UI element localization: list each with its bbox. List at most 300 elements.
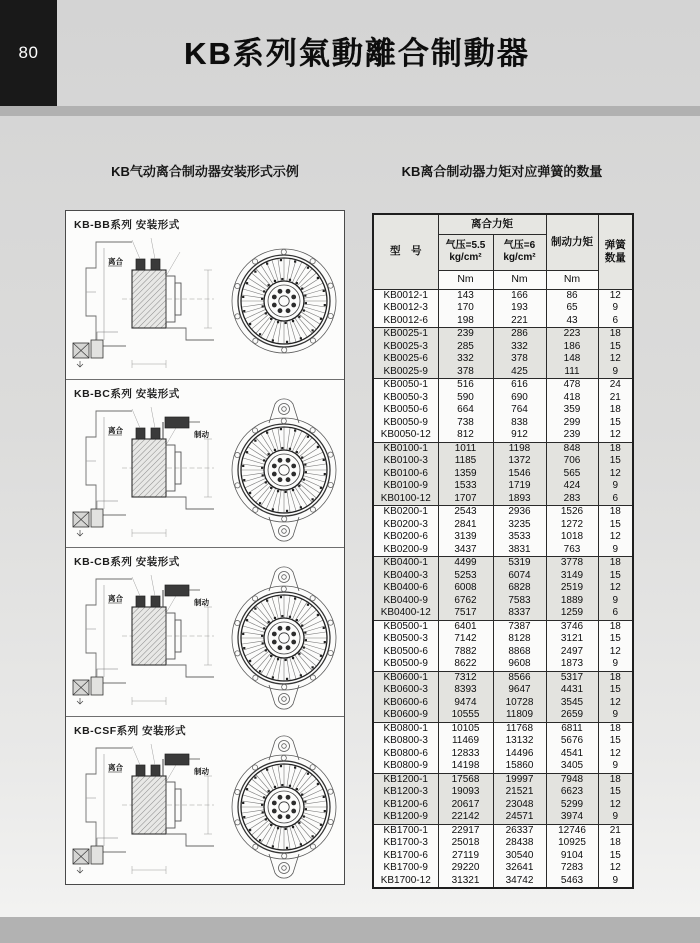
value-cell: 9 xyxy=(598,302,633,315)
model-group xyxy=(373,557,633,621)
value-cell: 1272 xyxy=(546,519,598,532)
value-cell: 43 xyxy=(546,315,598,328)
value-cell: 12 xyxy=(598,748,633,761)
table-row xyxy=(373,862,633,875)
col-header-spring-count: 弹簧 数量 xyxy=(598,214,633,289)
value-cell: 86 xyxy=(546,289,598,302)
value-cell: 20617 xyxy=(438,799,493,812)
model-cell: KB0200-1 xyxy=(373,506,438,519)
model-cell: KB0800-3 xyxy=(373,735,438,748)
value-cell: 283 xyxy=(546,493,598,506)
value-cell: 9 xyxy=(598,760,633,773)
model-cell: KB0600-3 xyxy=(373,684,438,697)
value-cell: 9 xyxy=(598,875,633,889)
model-cell: KB0200-6 xyxy=(373,531,438,544)
table-header xyxy=(373,214,633,289)
table-row xyxy=(373,811,633,824)
value-cell: 10728 xyxy=(493,697,546,710)
value-cell: 3545 xyxy=(546,697,598,710)
value-cell: 6811 xyxy=(546,722,598,735)
model-group xyxy=(373,722,633,773)
value-cell: 186 xyxy=(546,341,598,354)
front-view-drawing xyxy=(226,731,342,883)
model-cell: KB0025-1 xyxy=(373,328,438,341)
value-cell: 6 xyxy=(598,493,633,506)
value-cell: 3139 xyxy=(438,531,493,544)
value-cell: 6008 xyxy=(438,582,493,595)
clutch-annotation: 离合 xyxy=(108,425,123,435)
value-cell: 15 xyxy=(598,735,633,748)
model-cell: KB1700-3 xyxy=(373,837,438,850)
table-row xyxy=(373,366,633,379)
value-cell: 6 xyxy=(598,607,633,620)
value-cell: 1372 xyxy=(493,455,546,468)
value-cell: 299 xyxy=(546,417,598,430)
table-row xyxy=(373,633,633,646)
model-group xyxy=(373,289,633,328)
model-group xyxy=(373,506,633,557)
value-cell: 378 xyxy=(438,366,493,379)
value-cell: 9 xyxy=(598,366,633,379)
model-cell: KB0100-12 xyxy=(373,493,438,506)
drawings-section-title: KB气动离合制动器安装形式示例 xyxy=(111,164,299,179)
table-row xyxy=(373,824,633,837)
table-row xyxy=(373,493,633,506)
value-cell: 418 xyxy=(546,392,598,405)
value-cell: 3831 xyxy=(493,544,546,557)
front-view-drawing xyxy=(226,562,342,714)
value-cell: 21521 xyxy=(493,786,546,799)
value-cell: 5319 xyxy=(493,557,546,570)
value-cell: 19093 xyxy=(438,786,493,799)
value-cell: 31321 xyxy=(438,875,493,889)
table-row xyxy=(373,684,633,697)
table-section-title: KB离合制动器力矩对应弹簧的数量 xyxy=(401,164,603,179)
table-row xyxy=(373,506,633,519)
value-cell: 848 xyxy=(546,442,598,455)
model-cell: KB1200-1 xyxy=(373,773,438,786)
value-cell: 690 xyxy=(493,392,546,405)
drawing-panel-kb-cb xyxy=(66,547,344,716)
value-cell: 1011 xyxy=(438,442,493,455)
brake-annotation: 制动 xyxy=(194,766,209,776)
value-cell: 170 xyxy=(438,302,493,315)
value-cell: 2497 xyxy=(546,646,598,659)
clutch-annotation: 离合 xyxy=(108,762,123,772)
panel-label: KB-BC系列 安装形式 xyxy=(74,387,180,400)
table-row xyxy=(373,289,633,302)
table-row xyxy=(373,570,633,583)
side-view-drawing xyxy=(68,565,226,713)
col-header-pressure-6: 气压=6 kg/cm² xyxy=(493,234,546,270)
header-divider-bar xyxy=(0,106,700,116)
value-cell: 1707 xyxy=(438,493,493,506)
value-cell: 9 xyxy=(598,480,633,493)
value-cell: 6828 xyxy=(493,582,546,595)
value-cell: 193 xyxy=(493,302,546,315)
model-group xyxy=(373,328,633,379)
model-cell: KB0400-12 xyxy=(373,607,438,620)
value-cell: 664 xyxy=(438,404,493,417)
table-row xyxy=(373,379,633,392)
value-cell: 9 xyxy=(598,595,633,608)
value-cell: 3746 xyxy=(546,620,598,633)
value-cell: 18 xyxy=(598,620,633,633)
value-cell: 9104 xyxy=(546,850,598,863)
value-cell: 3149 xyxy=(546,570,598,583)
table-row xyxy=(373,620,633,633)
value-cell: 18 xyxy=(598,506,633,519)
table-row xyxy=(373,417,633,430)
value-cell: 6 xyxy=(598,315,633,328)
model-cell: KB0600-1 xyxy=(373,671,438,684)
value-cell: 1719 xyxy=(493,480,546,493)
value-cell: 3533 xyxy=(493,531,546,544)
value-cell: 12 xyxy=(598,582,633,595)
value-cell: 285 xyxy=(438,341,493,354)
value-cell: 198 xyxy=(438,315,493,328)
table-row xyxy=(373,392,633,405)
table-row xyxy=(373,582,633,595)
value-cell: 12 xyxy=(598,697,633,710)
model-group xyxy=(373,379,633,443)
value-cell: 15860 xyxy=(493,760,546,773)
model-cell: KB0012-3 xyxy=(373,302,438,315)
value-cell: 1546 xyxy=(493,468,546,481)
value-cell: 22917 xyxy=(438,824,493,837)
value-cell: 26337 xyxy=(493,824,546,837)
model-group xyxy=(373,773,633,824)
footer-bar xyxy=(0,917,700,943)
table-row xyxy=(373,468,633,481)
value-cell: 1526 xyxy=(546,506,598,519)
model-cell: KB0800-1 xyxy=(373,722,438,735)
brake-annotation: 制动 xyxy=(194,598,209,607)
value-cell: 14496 xyxy=(493,748,546,761)
value-cell: 9 xyxy=(598,544,633,557)
value-cell: 11768 xyxy=(493,722,546,735)
value-cell: 111 xyxy=(546,366,598,379)
model-cell: KB0050-3 xyxy=(373,392,438,405)
front-view-drawing xyxy=(226,394,342,546)
value-cell: 378 xyxy=(493,353,546,366)
model-cell: KB0025-3 xyxy=(373,341,438,354)
value-cell: 9 xyxy=(598,658,633,671)
value-cell: 28438 xyxy=(493,837,546,850)
value-cell: 239 xyxy=(438,328,493,341)
value-cell: 12746 xyxy=(546,824,598,837)
table-row xyxy=(373,760,633,773)
value-cell: 590 xyxy=(438,392,493,405)
value-cell: 1018 xyxy=(546,531,598,544)
unit-cell: Nm xyxy=(438,270,493,289)
value-cell: 24 xyxy=(598,379,633,392)
value-cell: 15 xyxy=(598,519,633,532)
model-cell: KB0400-1 xyxy=(373,557,438,570)
value-cell: 2936 xyxy=(493,506,546,519)
model-cell: KB0600-6 xyxy=(373,697,438,710)
model-cell: KB0100-6 xyxy=(373,468,438,481)
model-cell: KB1700-6 xyxy=(373,850,438,863)
value-cell: 812 xyxy=(438,429,493,442)
value-cell: 15 xyxy=(598,455,633,468)
table-row xyxy=(373,429,633,442)
value-cell: 2519 xyxy=(546,582,598,595)
value-cell: 21 xyxy=(598,824,633,837)
model-cell: KB1200-6 xyxy=(373,799,438,812)
model-cell: KB0500-6 xyxy=(373,646,438,659)
model-cell: KB1700-9 xyxy=(373,862,438,875)
value-cell: 34742 xyxy=(493,875,546,889)
value-cell: 8868 xyxy=(493,646,546,659)
value-cell: 4541 xyxy=(546,748,598,761)
value-cell: 29220 xyxy=(438,862,493,875)
table-row xyxy=(373,671,633,684)
value-cell: 7583 xyxy=(493,595,546,608)
value-cell: 18 xyxy=(598,671,633,684)
value-cell: 7312 xyxy=(438,671,493,684)
value-cell: 65 xyxy=(546,302,598,315)
model-cell: KB0012-6 xyxy=(373,315,438,328)
value-cell: 3437 xyxy=(438,544,493,557)
value-cell: 1873 xyxy=(546,658,598,671)
value-cell: 32641 xyxy=(493,862,546,875)
brake-annotation: 制动 xyxy=(194,429,209,439)
value-cell: 166 xyxy=(493,289,546,302)
value-cell: 1259 xyxy=(546,607,598,620)
value-cell: 27119 xyxy=(438,850,493,863)
value-cell: 706 xyxy=(546,455,598,468)
value-cell: 11469 xyxy=(438,735,493,748)
value-cell: 18 xyxy=(598,837,633,850)
value-cell: 6623 xyxy=(546,786,598,799)
table-row xyxy=(373,480,633,493)
value-cell: 8337 xyxy=(493,607,546,620)
page-number-block xyxy=(0,0,57,106)
value-cell: 11809 xyxy=(493,709,546,722)
table-row xyxy=(373,799,633,812)
value-cell: 838 xyxy=(493,417,546,430)
value-cell: 7387 xyxy=(493,620,546,633)
drawing-panel-kb-bb xyxy=(66,211,344,379)
model-cell: KB0100-9 xyxy=(373,480,438,493)
front-view-drawing xyxy=(226,225,342,377)
value-cell: 6074 xyxy=(493,570,546,583)
value-cell: 24571 xyxy=(493,811,546,824)
value-cell: 1198 xyxy=(493,442,546,455)
unit-cell: Nm xyxy=(493,270,546,289)
table-row xyxy=(373,850,633,863)
value-cell: 359 xyxy=(546,404,598,417)
side-view-drawing xyxy=(68,228,226,376)
value-cell: 478 xyxy=(546,379,598,392)
panel-label: KB-CSF系列 安装形式 xyxy=(74,724,187,737)
table-row xyxy=(373,875,633,889)
value-cell: 7882 xyxy=(438,646,493,659)
value-cell: 30540 xyxy=(493,850,546,863)
value-cell: 764 xyxy=(493,404,546,417)
value-cell: 12 xyxy=(598,468,633,481)
table-row xyxy=(373,735,633,748)
model-group xyxy=(373,620,633,671)
value-cell: 9474 xyxy=(438,697,493,710)
value-cell: 1889 xyxy=(546,595,598,608)
value-cell: 5317 xyxy=(546,671,598,684)
model-cell: KB0800-6 xyxy=(373,748,438,761)
model-cell: KB1700-12 xyxy=(373,875,438,889)
value-cell: 763 xyxy=(546,544,598,557)
value-cell: 4499 xyxy=(438,557,493,570)
table-row xyxy=(373,837,633,850)
model-cell: KB0050-6 xyxy=(373,404,438,417)
value-cell: 15 xyxy=(598,417,633,430)
panel-label: KB-CB系列 安装形式 xyxy=(74,556,180,568)
model-cell: KB0500-1 xyxy=(373,620,438,633)
model-group xyxy=(373,442,633,506)
value-cell: 3121 xyxy=(546,633,598,646)
col-header-brake-torque: 制动力矩 xyxy=(546,214,598,270)
model-cell: KB0025-6 xyxy=(373,353,438,366)
value-cell: 12 xyxy=(598,353,633,366)
table-row xyxy=(373,353,633,366)
value-cell: 12 xyxy=(598,429,633,442)
value-cell: 10925 xyxy=(546,837,598,850)
value-cell: 143 xyxy=(438,289,493,302)
table-row xyxy=(373,442,633,455)
value-cell: 5676 xyxy=(546,735,598,748)
value-cell: 4431 xyxy=(546,684,598,697)
col-header-clutch-torque-group: 离合力矩 xyxy=(438,214,546,234)
model-group xyxy=(373,824,633,888)
value-cell: 3974 xyxy=(546,811,598,824)
value-cell: 3778 xyxy=(546,557,598,570)
model-group xyxy=(373,671,633,722)
value-cell: 286 xyxy=(493,328,546,341)
value-cell: 22142 xyxy=(438,811,493,824)
unit-cell: Nm xyxy=(546,270,598,289)
value-cell: 3235 xyxy=(493,519,546,532)
table-row xyxy=(373,786,633,799)
col-header-pressure-5-5: 气压=5.5 kg/cm² xyxy=(438,234,493,270)
value-cell: 1533 xyxy=(438,480,493,493)
value-cell: 8393 xyxy=(438,684,493,697)
model-cell: KB0800-9 xyxy=(373,760,438,773)
value-cell: 1359 xyxy=(438,468,493,481)
value-cell: 516 xyxy=(438,379,493,392)
value-cell: 18 xyxy=(598,773,633,786)
value-cell: 616 xyxy=(493,379,546,392)
value-cell: 7142 xyxy=(438,633,493,646)
value-cell: 9608 xyxy=(493,658,546,671)
clutch-annotation: 离合 xyxy=(108,257,123,266)
value-cell: 239 xyxy=(546,429,598,442)
torque-spring-table xyxy=(372,213,634,889)
value-cell: 12 xyxy=(598,862,633,875)
clutch-annotation: 离合 xyxy=(108,594,123,603)
value-cell: 332 xyxy=(438,353,493,366)
table-row xyxy=(373,748,633,761)
table-row xyxy=(373,658,633,671)
value-cell: 2659 xyxy=(546,709,598,722)
model-cell: KB0500-3 xyxy=(373,633,438,646)
value-cell: 12 xyxy=(598,289,633,302)
value-cell: 9 xyxy=(598,811,633,824)
value-cell: 221 xyxy=(493,315,546,328)
col-header-model: 型 号 xyxy=(373,214,438,289)
value-cell: 5299 xyxy=(546,799,598,812)
table-row xyxy=(373,519,633,532)
value-cell: 15 xyxy=(598,341,633,354)
table-row xyxy=(373,709,633,722)
page-number: 80 xyxy=(18,43,39,62)
value-cell: 3405 xyxy=(546,760,598,773)
value-cell: 9647 xyxy=(493,684,546,697)
model-cell: KB0050-9 xyxy=(373,417,438,430)
value-cell: 5463 xyxy=(546,875,598,889)
model-cell: KB1200-3 xyxy=(373,786,438,799)
value-cell: 8622 xyxy=(438,658,493,671)
model-cell: KB0050-12 xyxy=(373,429,438,442)
value-cell: 6401 xyxy=(438,620,493,633)
model-cell: KB0500-9 xyxy=(373,658,438,671)
value-cell: 13132 xyxy=(493,735,546,748)
value-cell: 18 xyxy=(598,722,633,735)
value-cell: 332 xyxy=(493,341,546,354)
table-row xyxy=(373,646,633,659)
value-cell: 18 xyxy=(598,404,633,417)
drawing-panel-kb-csf xyxy=(66,716,344,885)
value-cell: 14198 xyxy=(438,760,493,773)
value-cell: 425 xyxy=(493,366,546,379)
table-row xyxy=(373,302,633,315)
model-cell: KB0200-9 xyxy=(373,544,438,557)
value-cell: 12 xyxy=(598,799,633,812)
value-cell: 21 xyxy=(598,392,633,405)
value-cell: 17568 xyxy=(438,773,493,786)
value-cell: 23048 xyxy=(493,799,546,812)
value-cell: 12 xyxy=(598,646,633,659)
value-cell: 9 xyxy=(598,709,633,722)
value-cell: 5253 xyxy=(438,570,493,583)
drawing-panel-kb-bc xyxy=(66,379,344,548)
value-cell: 10105 xyxy=(438,722,493,735)
model-cell: KB1700-1 xyxy=(373,824,438,837)
installation-drawings-box xyxy=(65,210,345,885)
value-cell: 19997 xyxy=(493,773,546,786)
value-cell: 15 xyxy=(598,633,633,646)
value-cell: 18 xyxy=(598,328,633,341)
value-cell: 18 xyxy=(598,557,633,570)
model-cell: KB0025-9 xyxy=(373,366,438,379)
table-row xyxy=(373,722,633,735)
value-cell: 15 xyxy=(598,850,633,863)
panel-label: KB-BB系列 安装形式 xyxy=(74,219,180,231)
value-cell: 565 xyxy=(546,468,598,481)
page-title: KB系列氣動離合制動器 xyxy=(184,35,530,71)
side-view-drawing xyxy=(68,734,226,882)
value-cell: 6762 xyxy=(438,595,493,608)
table-row xyxy=(373,404,633,417)
value-cell: 1185 xyxy=(438,455,493,468)
value-cell: 15 xyxy=(598,684,633,697)
table-row xyxy=(373,531,633,544)
value-cell: 12 xyxy=(598,531,633,544)
model-cell: KB0012-1 xyxy=(373,289,438,302)
table-row xyxy=(373,697,633,710)
value-cell: 15 xyxy=(598,570,633,583)
table-row xyxy=(373,315,633,328)
value-cell: 8566 xyxy=(493,671,546,684)
